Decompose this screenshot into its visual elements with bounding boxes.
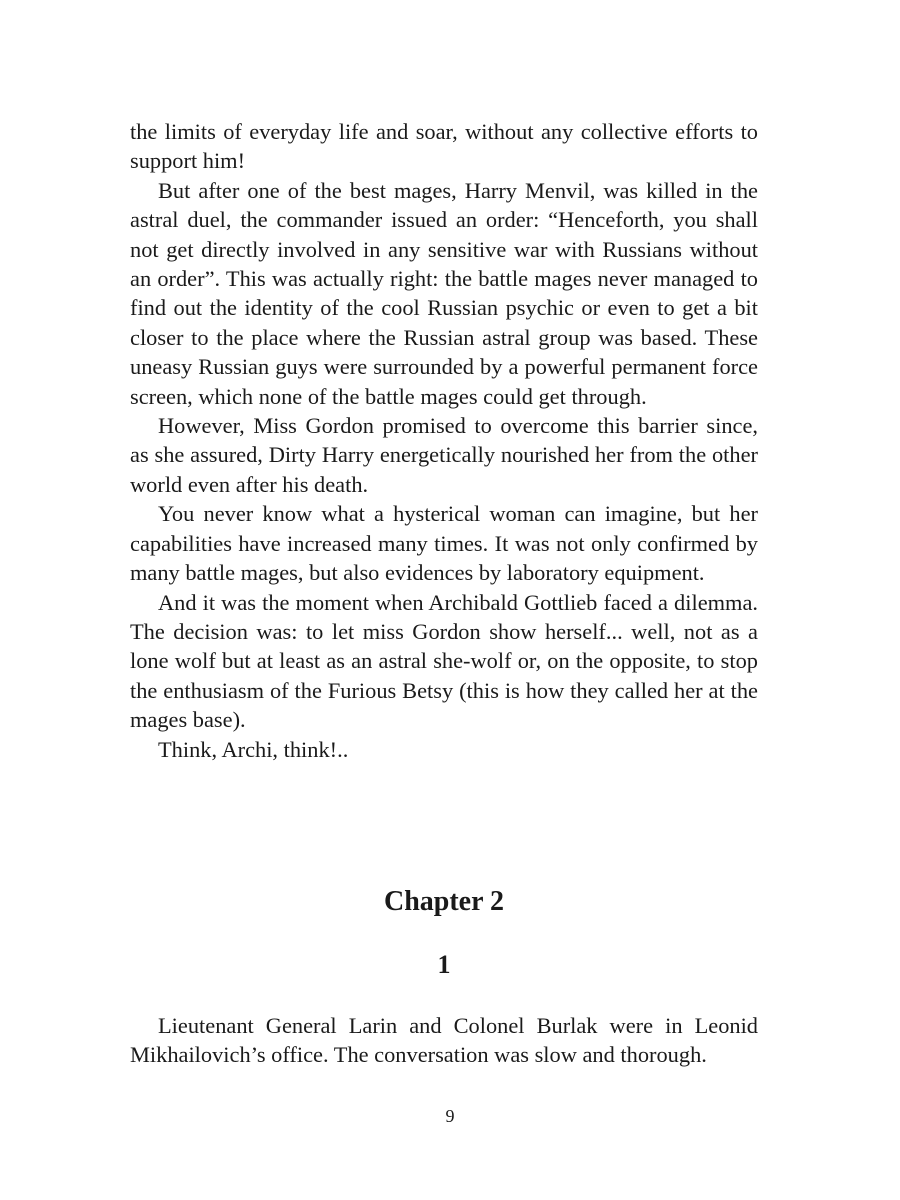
paragraph-think-archi: Think, Archi, think!.. [158,736,349,762]
chapter-title: Chapter 2 [383,886,505,917]
section-number: 1 [437,950,451,979]
paragraph-archibald-dilemma: And it was the moment when Archibald Gottlieb faced a dilemma. The decision was: to let miss Gordon show herself... well, not as a lone wolf but at least as an astral she-wolf or, on the opposite, to stop the enthusiasm of the Furious Betsy (this is how they called her at the mages base). [130,589,758,733]
paragraph-larin-burlak: Lieutenant General Larin and Colonel Burlak were in Leonid Mikhailovich’s office. The conversation was slow and thorough. [130,1013,758,1068]
paragraph-harry-menvil: But after one of the best mages, Harry Menvil, was killed in the astral duel, the commander issued an order: “Henceforth, you shall not get directly involved in any sensitive war with Russians without an order”. This was actually right: the battle mages never managed to find out the identity of the cool Russian psychic or even to get a bit closer to the place where the Russian astral group was based. These uneasy Russian guys were surrounded by a powerful permanent force screen, which none of the battle mages could get through. [130,177,758,409]
paragraph-hysterical-woman: You never know what a hysterical woman can imagine, but her capabilities have increased many times. It was not only confirmed by many battle mages, but also evidences by laboratory equipment. [130,501,758,586]
paragraph-continuation: the limits of everyday life and soar, without any collective efforts to support him! [130,119,758,174]
page-number: 9 [445,1106,455,1126]
paragraph-miss-gordon: However, Miss Gordon promised to overcome this barrier since, as she assured, Dirty Harry energetically nourished her from the other world even after his death. [130,413,758,497]
section-body [130,1011,758,1070]
book-page [130,117,758,1068]
